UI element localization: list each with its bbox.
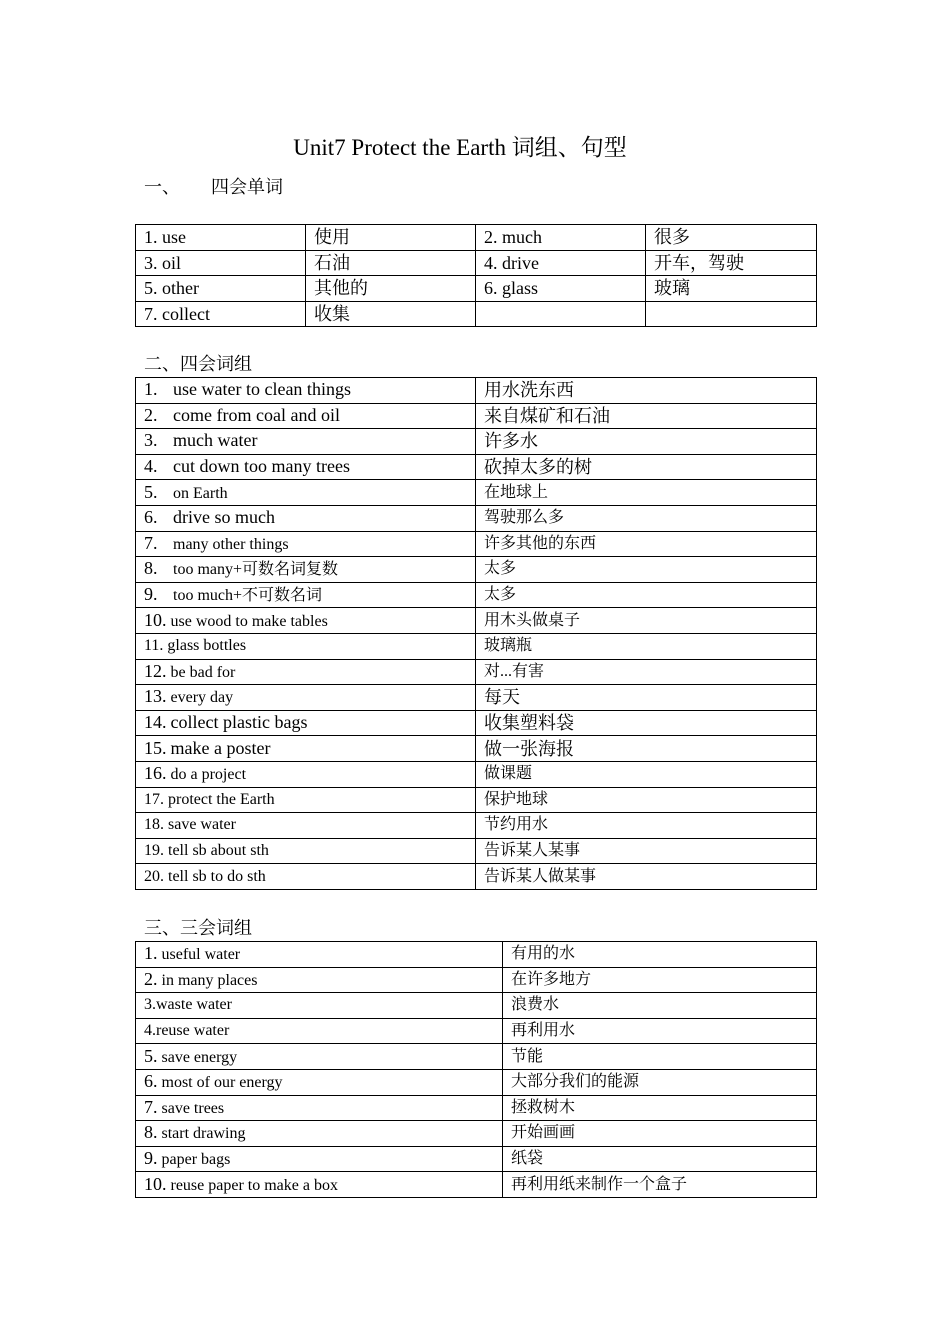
- table-row: [136, 1044, 817, 1070]
- phrase-cell: [136, 1095, 503, 1121]
- phrase-number: 4.: [144, 456, 158, 477]
- translation-cell: 收集塑料袋: [476, 710, 817, 736]
- translation-cell: 做一张海报: [476, 736, 817, 762]
- phrase-number: 6.: [144, 507, 158, 528]
- phrase-text: much water: [173, 430, 258, 451]
- phrase-text: use wood to make tables: [170, 612, 328, 630]
- translation-cell: 用水洗东西: [476, 378, 817, 404]
- translation-cell: 大部分我们的能源: [503, 1069, 817, 1095]
- table-row: [136, 378, 817, 404]
- phrase-cell: [136, 685, 476, 711]
- translation-cell: 驾驶那么多: [476, 505, 817, 531]
- table-row: [136, 787, 817, 813]
- phrase-cell: [136, 378, 476, 404]
- meaning-cell: 石油: [306, 250, 476, 276]
- phrase-table-four-skills: [135, 377, 817, 890]
- table-row: [136, 505, 817, 531]
- table-row: [136, 942, 817, 968]
- table-row: [136, 403, 817, 429]
- word-cell: 1. use: [136, 225, 306, 251]
- phrase-cell: [136, 1018, 503, 1044]
- section-1-number: 一、: [144, 177, 180, 197]
- phrase-number: 6.: [144, 1071, 158, 1092]
- phrase-number: 1.: [144, 943, 158, 964]
- phrase-number: 8.: [144, 558, 158, 579]
- table-row: [136, 582, 817, 608]
- phrase-number: 1.: [144, 379, 158, 400]
- phrase-text: save energy: [161, 1048, 238, 1066]
- table-row: [136, 736, 817, 762]
- phrase-cell: [136, 838, 476, 864]
- phrase-number: 4.: [144, 1022, 156, 1040]
- translation-cell: 做课题: [476, 761, 817, 787]
- phrase-cell: [136, 761, 476, 787]
- translation-cell: 节约用水: [476, 813, 817, 839]
- phrase-number: 11.: [144, 637, 164, 655]
- section-1-heading: [144, 176, 283, 198]
- word-cell: 5. other: [136, 276, 306, 302]
- meaning-cell: 其他的: [306, 276, 476, 302]
- phrase-number: 3.: [144, 996, 156, 1014]
- phrase-number: 7.: [144, 532, 158, 553]
- phrase-number: 10.: [144, 1173, 167, 1194]
- word-cell: 2. much: [476, 225, 646, 251]
- meaning-cell: 使用: [306, 225, 476, 251]
- phrase-cell: [136, 1121, 503, 1147]
- word-cell: 3. oil: [136, 250, 306, 276]
- phrase-number: 16.: [144, 763, 167, 784]
- translation-cell: 用木头做桌子: [476, 608, 817, 634]
- phrase-cell: [136, 1044, 503, 1070]
- phrase-cell: [136, 967, 503, 993]
- phrase-text: many other things: [173, 535, 289, 553]
- phrase-cell: [136, 1146, 503, 1172]
- phrase-text: come from coal and oil: [173, 404, 340, 425]
- phrase-number: 14.: [144, 712, 167, 733]
- translation-cell: 保护地球: [476, 787, 817, 813]
- translation-cell: 告诉某人做某事: [476, 864, 817, 890]
- phrase-text: protect the Earth: [168, 790, 275, 808]
- translation-cell: 在地球上: [476, 480, 817, 506]
- phrase-text: too many+可数名词复数: [173, 561, 339, 579]
- table-row: [136, 967, 817, 993]
- phrase-number: 10.: [144, 609, 167, 630]
- phrase-number: 5.: [144, 1045, 158, 1066]
- translation-cell: 纸袋: [503, 1146, 817, 1172]
- translation-cell: 再利用水: [503, 1018, 817, 1044]
- phrase-cell: [136, 1172, 503, 1198]
- section-3-heading: 三、三会词组: [144, 918, 252, 938]
- translation-cell: 太多: [476, 582, 817, 608]
- table-row: [136, 480, 817, 506]
- phrase-number: 13.: [144, 686, 167, 707]
- table-row: [136, 225, 817, 251]
- translation-cell: 浪费水: [503, 993, 817, 1019]
- phrase-number: 17.: [144, 790, 164, 808]
- table-row: [136, 531, 817, 557]
- phrase-cell: [136, 480, 476, 506]
- phrase-cell: [136, 813, 476, 839]
- phrase-text: cut down too many trees: [173, 456, 350, 477]
- phrase-cell: [136, 608, 476, 634]
- phrase-number: 2.: [144, 968, 158, 989]
- phrase-number: 5.: [144, 481, 158, 502]
- phrase-number: 19.: [144, 841, 164, 859]
- phrase-cell: [136, 942, 503, 968]
- phrase-cell: [136, 864, 476, 890]
- table-row: [136, 454, 817, 480]
- phrase-cell: [136, 403, 476, 429]
- translation-cell: 开始画画: [503, 1121, 817, 1147]
- phrase-table-three-skills: [135, 941, 817, 1198]
- phrase-number: 3.: [144, 430, 158, 451]
- phrase-number: 8.: [144, 1122, 158, 1143]
- table-row: [136, 1146, 817, 1172]
- word-cell: 4. drive: [476, 250, 646, 276]
- meaning-cell: 玻璃: [646, 276, 817, 302]
- phrase-text: glass bottles: [167, 637, 247, 655]
- table-row: [136, 608, 817, 634]
- word-cell: 7. collect: [136, 301, 306, 327]
- table-row: [136, 276, 817, 302]
- translation-cell: 来自煤矿和石油: [476, 403, 817, 429]
- phrase-text: every day: [170, 689, 234, 707]
- phrase-text: start drawing: [161, 1125, 246, 1143]
- phrase-cell: [136, 505, 476, 531]
- phrase-number: 20.: [144, 867, 164, 885]
- phrase-cell: [136, 1069, 503, 1095]
- phrase-text: drive so much: [173, 507, 275, 528]
- phrase-text: save water: [168, 816, 236, 834]
- phrase-text: paper bags: [161, 1151, 231, 1169]
- table-row: [136, 761, 817, 787]
- table-row: [136, 1121, 817, 1147]
- vocabulary-table: [135, 224, 817, 327]
- phrase-text: reuse water: [156, 1022, 230, 1040]
- phrase-cell: [136, 429, 476, 455]
- meaning-cell: 很多: [646, 225, 817, 251]
- phrase-text: waste water: [156, 996, 232, 1014]
- phrase-number: 7.: [144, 1096, 158, 1117]
- phrase-cell: [136, 582, 476, 608]
- meaning-cell: 收集: [306, 301, 476, 327]
- phrase-text: collect plastic bags: [170, 712, 308, 733]
- phrase-number: 18.: [144, 816, 164, 834]
- table-row: [136, 1069, 817, 1095]
- phrase-cell: [136, 710, 476, 736]
- translation-cell: 砍掉太多的树: [476, 454, 817, 480]
- phrase-cell: [136, 736, 476, 762]
- word-cell: [476, 301, 646, 327]
- phrase-text: most of our energy: [161, 1074, 283, 1092]
- phrase-cell: [136, 659, 476, 685]
- table-row: [136, 710, 817, 736]
- phrase-text: tell sb to do sth: [168, 867, 266, 885]
- translation-cell: 许多其他的东西: [476, 531, 817, 557]
- phrase-cell: [136, 557, 476, 583]
- table-row: [136, 301, 817, 327]
- table-row: [136, 813, 817, 839]
- table-row: [136, 429, 817, 455]
- translation-cell: 玻璃瓶: [476, 633, 817, 659]
- document-title: Unit7 Protect the Earth 词组、句型: [293, 135, 627, 160]
- phrase-number: 15.: [144, 737, 167, 758]
- table-row: [136, 864, 817, 890]
- table-row: [136, 838, 817, 864]
- phrase-text: on Earth: [173, 484, 228, 502]
- meaning-cell: [646, 301, 817, 327]
- phrase-text: tell sb about sth: [168, 841, 269, 859]
- translation-cell: 告诉某人某事: [476, 838, 817, 864]
- translation-cell: 在许多地方: [503, 967, 817, 993]
- phrase-text: too much+不可数名词: [173, 587, 323, 605]
- phrase-cell: [136, 633, 476, 659]
- section-2-heading: 二、四会词组: [144, 354, 252, 374]
- translation-cell: 太多: [476, 557, 817, 583]
- phrase-cell: [136, 993, 503, 1019]
- phrase-text: reuse paper to make a box: [170, 1176, 338, 1194]
- table-row: [136, 633, 817, 659]
- table-row: [136, 250, 817, 276]
- table-row: [136, 659, 817, 685]
- table-row: [136, 1018, 817, 1044]
- phrase-text: do a project: [170, 766, 247, 784]
- phrase-number: 2.: [144, 404, 158, 425]
- phrase-number: 9.: [144, 584, 158, 605]
- translation-cell: 拯救树木: [503, 1095, 817, 1121]
- table-row: [136, 1095, 817, 1121]
- word-cell: 6. glass: [476, 276, 646, 302]
- phrase-text: useful water: [161, 946, 241, 964]
- table-row: [136, 993, 817, 1019]
- translation-cell: 每天: [476, 685, 817, 711]
- phrase-text: make a poster: [170, 737, 271, 758]
- translation-cell: 节能: [503, 1044, 817, 1070]
- table-row: [136, 557, 817, 583]
- meaning-cell: 开车，驾驶: [646, 250, 817, 276]
- section-1-label: 四会单词: [211, 177, 283, 197]
- phrase-text: in many places: [161, 971, 258, 989]
- translation-cell: 许多水: [476, 429, 817, 455]
- phrase-text: save trees: [161, 1099, 225, 1117]
- phrase-cell: [136, 454, 476, 480]
- phrase-number: 12.: [144, 660, 167, 681]
- phrase-text: use water to clean things: [173, 379, 351, 400]
- translation-cell: 再利用纸来制作一个盒子: [503, 1172, 817, 1198]
- phrase-cell: [136, 787, 476, 813]
- phrase-text: be bad for: [170, 663, 236, 681]
- translation-cell: 有用的水: [503, 942, 817, 968]
- table-row: [136, 685, 817, 711]
- table-row: [136, 1172, 817, 1198]
- phrase-cell: [136, 531, 476, 557]
- translation-cell: 对...有害: [476, 659, 817, 685]
- phrase-number: 9.: [144, 1148, 158, 1169]
